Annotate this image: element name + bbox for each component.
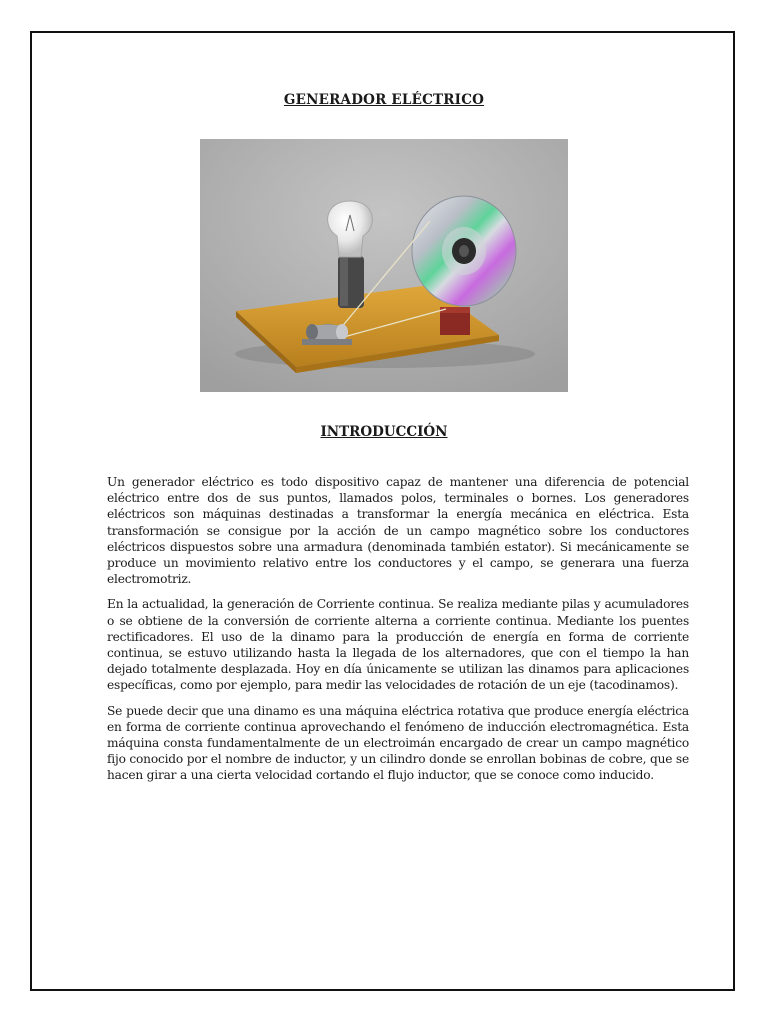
paragraph-3: Se puede decir que una dinamo es una máquina eléctrica rotativa que produce energía eléctrica en forma de corriente continua aprovechando el fenómeno de inducción electromagnética. Esta máquina consta fundamentalmente de un electroimán encargado de crear un campo magnético fijo conocido por el nombre de inductor, y un cilindro donde se enrollan bobinas de cobre, que se hacen girar a una cierta velocidad cortando el flujo inductor, que se conoce como inducido. (107, 703, 689, 783)
section-title: INTRODUCCIÓN (320, 424, 448, 440)
paragraph-2: En la actualidad, la generación de Corriente continua. Se realiza mediante pilas y acumuladores o se obtiene de la conversión de corriente alterna a corriente continua. Mediante los puentes rectificadores. El uso de la dinamo para la producción de energía en forma de corriente continua, se estuvo utilizando hasta la llegada de los alternadores, que con el tiempo la han dejado totalmente desplazada. Hoy en día únicamente se utilizan las dinamos para aplicaciones específicas, como por ejemplo, para medir las velocidades de rotación de un eje (tacodinamos). (107, 597, 689, 693)
body-text (107, 474, 689, 793)
document-title: GENERADOR ELÉCTRICO (283, 92, 485, 108)
generator-photo (200, 139, 568, 392)
paragraph-1: Un generador eléctrico es todo dispositivo capaz de mantener una diferencia de potencial eléctrico entre dos de sus puntos, llamados polos, terminales o bornes. Los generadores eléctricos son máquinas destinadas a transformar la energía mecánica en eléctrica. Esta transformación se consigue por la acción de un campo magnético sobre los conductores eléctricos dispuestos sobre una armadura (denominada también estator). Si mecánicamente se produce un movimiento relativo entre los conductores y el campo, se generara una fuerza electromotriz. (107, 475, 689, 587)
